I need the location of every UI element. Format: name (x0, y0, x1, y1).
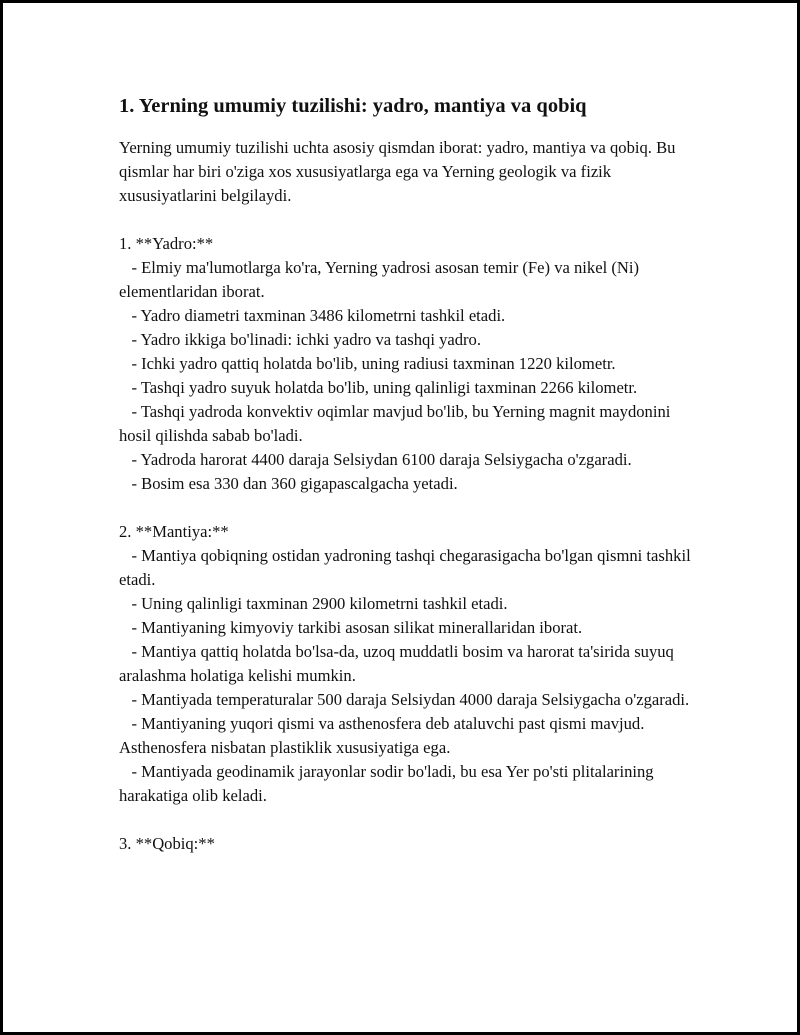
section-body-text: Yerning umumiy tuzilishi uchta asosiy qismdan iborat: yadro, mantiya va qobiq. Bu qismlar har biri o'ziga xos xususiyatlarga ega va Yerning geologik va fizik xususiyatlarini belgilaydi. 1. **Yadro:** - Elmiy ma'lumotlarga ko'ra, Yerning yadrosi asosan temir (Fe) va nikel (Ni) elementlaridan iborat. - Yadro diametri taxminan 3486 kilometrni tashkil etadi. - Yadro ikkiga bo'linadi: ichki yadro va tashqi yadro. - Ichki yadro qattiq holatda bo'lib, uning radiusi taxminan 1220 kilometr. - Tashqi yadro suyuk holatda bo'lib, uning qalinligi taxminan 2266 kilometr. - Tashqi yadroda konvektiv oqimlar mavjud bo'lib, bu Yerning magnit maydonini hosil qilishda sabab bo'ladi. - Yadroda harorat 4400 daraja Selsiydan 6100 daraja Selsiygacha o'zgaradi. - Bosim esa 330 dan 360 gigapascalgacha yetadi. 2. **Mantiya:** - Mantiya qobiqning ostidan yadroning tashqi chegarasigacha bo'lgan qismni tashkil etadi. - Uning qalinligi taxminan 2900 kilometrni tashkil etadi. - Mantiyaning kimyoviy tarkibi asosan silikat minerallaridan iborat. - Mantiya qattiq holatda bo'lsa-da, uzoq muddatli bosim va harorat ta'sirida suyuq aralashma holatiga kelishi mumkin. - Mantiyada temperaturalar 500 daraja Selsiydan 4000 daraja Selsiygacha o'zgaradi. - Mantiyaning yuqori qismi va asthenosfera deb ataluvchi past qismi mavjud. Asthenosfera nisbatan plastiklik xususiyatiga ega. - Mantiyada geodinamik jarayonlar sodir bo'ladi, bu esa Yer po'sti plitalarining harakatiga olib keladi. 3. **Qobiq:** (119, 138, 691, 853)
document-content (119, 91, 699, 856)
section-heading: 1. Yerning umumiy tuzilishi: yadro, mantiya va qobiq (119, 95, 587, 117)
